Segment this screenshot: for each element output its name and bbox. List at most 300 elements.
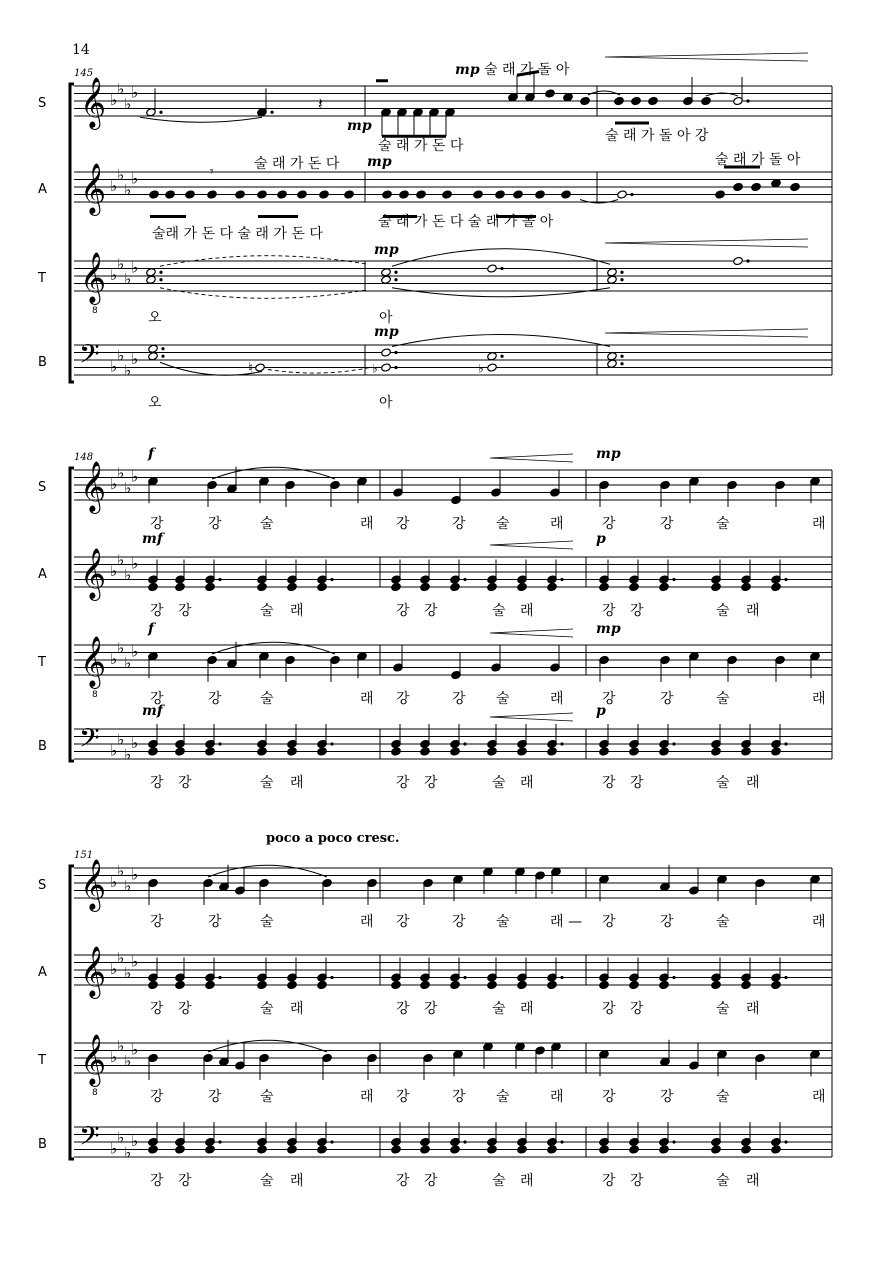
lyric-syllable: 강 bbox=[630, 1173, 644, 1189]
notehead bbox=[287, 1145, 298, 1154]
lyric-syllable: 강 bbox=[602, 691, 616, 707]
notehead bbox=[175, 582, 186, 591]
flat-sign: ♭ bbox=[131, 467, 139, 486]
flat-sign: ♭ bbox=[110, 562, 118, 580]
lyric-syllable: 강 bbox=[150, 775, 164, 791]
augmentation-dot bbox=[330, 1140, 333, 1143]
lyric-syllable: 강 bbox=[396, 603, 410, 619]
notehead bbox=[495, 190, 506, 199]
augmentation-dot bbox=[463, 742, 466, 745]
notehead bbox=[733, 182, 744, 191]
augmentation-dot bbox=[784, 578, 787, 581]
augmentation-dot bbox=[463, 976, 466, 979]
tie-slur bbox=[588, 91, 620, 95]
augmentation-dot bbox=[784, 976, 787, 979]
lyric-line: 아 bbox=[379, 310, 393, 326]
flat-sign: ♭ bbox=[131, 734, 139, 752]
notehead bbox=[487, 1145, 498, 1154]
lyric-syllable: 술 bbox=[260, 914, 274, 930]
notehead bbox=[420, 1145, 431, 1154]
lyric-line: 술 래 가 돌 아 bbox=[715, 152, 801, 168]
augmentation-dot bbox=[394, 366, 397, 369]
lyric-syllable: 강 bbox=[150, 516, 164, 532]
voice-label: T bbox=[38, 1053, 46, 1068]
dynamic-marking: mp bbox=[596, 446, 621, 462]
measure-number: 151 bbox=[74, 850, 94, 861]
lyric-syllable: 강 bbox=[660, 914, 674, 930]
lyric-syllable: 강 bbox=[396, 914, 410, 930]
treble-clef: 𝄞 bbox=[80, 163, 107, 214]
lyric-syllable: 술 bbox=[260, 1173, 274, 1189]
dynamic-marking: mp bbox=[596, 621, 621, 637]
lyric-syllable: 술 bbox=[260, 516, 274, 532]
flat-sign: ♭ bbox=[124, 361, 132, 380]
lyric-syllable: 래 bbox=[746, 1173, 760, 1189]
quarter-rest: 𝄽 bbox=[318, 93, 323, 113]
lyric-line: 술래 가 돈 다 술 래 가 돈 다 bbox=[152, 226, 323, 242]
crescendo-hairpin bbox=[605, 239, 808, 247]
notehead bbox=[257, 980, 268, 989]
system-bracket bbox=[70, 84, 74, 382]
lyric-syllable: 강 bbox=[150, 691, 164, 707]
lyric-syllable: 강 bbox=[208, 691, 222, 707]
system-1-content bbox=[37, 53, 832, 411]
flat-sign: ♭ bbox=[124, 1051, 132, 1070]
notehead bbox=[607, 275, 618, 284]
notehead bbox=[701, 96, 712, 105]
lyric-syllable: 래 bbox=[290, 1173, 304, 1189]
flat-sign: ♭ bbox=[124, 180, 132, 199]
notehead bbox=[391, 582, 402, 591]
flat-sign: ♭ bbox=[117, 254, 125, 273]
notehead bbox=[185, 190, 196, 199]
augmentation-dot bbox=[746, 99, 749, 102]
lyric-syllable: 강 bbox=[178, 1001, 192, 1017]
flat-sign: ♭ bbox=[131, 83, 139, 102]
augmentation-dot bbox=[218, 578, 221, 581]
notehead bbox=[741, 1145, 752, 1154]
flat-sign: ♭ bbox=[117, 948, 125, 967]
treble-clef: 𝄞 bbox=[80, 1034, 107, 1085]
notehead bbox=[733, 256, 744, 265]
lyric-syllable: 술 bbox=[260, 775, 274, 791]
lyric-syllable: 래 bbox=[746, 1001, 760, 1017]
notehead bbox=[648, 96, 659, 105]
notehead bbox=[711, 582, 722, 591]
tie-slur bbox=[140, 117, 262, 122]
system-3-content bbox=[37, 831, 832, 1189]
flat-sign: ♭ bbox=[110, 1139, 118, 1158]
lyric-syllable: 술 bbox=[716, 1173, 730, 1189]
notehead bbox=[790, 182, 801, 191]
augmentation-dot bbox=[784, 742, 787, 745]
flat-sign: ♭ bbox=[124, 653, 132, 672]
notehead bbox=[391, 1145, 402, 1154]
notehead bbox=[629, 1145, 640, 1154]
flat-sign: ♭ bbox=[131, 1132, 139, 1150]
notehead bbox=[487, 747, 498, 756]
lyric-syllable: 강 bbox=[630, 603, 644, 619]
augmentation-dot bbox=[620, 278, 623, 281]
augmentation-dot bbox=[500, 267, 503, 270]
voice-label: A bbox=[38, 567, 47, 582]
staff-tenor bbox=[37, 252, 832, 316]
lyric-syllable: 래 bbox=[812, 914, 826, 930]
notehead bbox=[420, 747, 431, 756]
flat-sign: ♭ bbox=[117, 165, 125, 184]
eighth-rest: 𝄾 bbox=[210, 164, 214, 180]
flat-sign: ♭ bbox=[117, 346, 125, 365]
expression-text: poco a poco cresc. bbox=[266, 831, 400, 846]
treble-clef: 𝄞 bbox=[80, 548, 107, 599]
notehead bbox=[535, 190, 546, 199]
lyric-syllable: 래 bbox=[550, 516, 564, 532]
notehead bbox=[450, 1145, 461, 1154]
voice-label: T bbox=[38, 655, 46, 670]
voice-label: S bbox=[38, 878, 47, 893]
lyric-syllable: 술 bbox=[496, 691, 510, 707]
dynamic-marking: f bbox=[148, 621, 155, 637]
notehead bbox=[563, 93, 574, 102]
voice-label-s: S bbox=[38, 96, 47, 111]
lyric-line: 술 래 가 돈 다 술 래 가 돌 아 bbox=[378, 214, 554, 230]
lyric-syllable: 술 bbox=[492, 775, 506, 791]
flat-sign: ♭ bbox=[124, 94, 132, 113]
lyric-syllable: 래 bbox=[520, 775, 534, 791]
notehead bbox=[382, 190, 393, 199]
treble-clef: 𝄞 bbox=[80, 461, 107, 512]
augmentation-dot bbox=[394, 278, 397, 281]
notehead bbox=[297, 190, 308, 199]
slur bbox=[160, 362, 262, 375]
slur bbox=[392, 288, 610, 297]
lyric-syllable: 강 bbox=[602, 1089, 616, 1105]
dynamic-marking: mp bbox=[374, 242, 399, 258]
augmentation-dot bbox=[672, 976, 675, 979]
staff-bass bbox=[38, 338, 832, 379]
notehead bbox=[146, 268, 157, 277]
flat-sign: ♭ bbox=[131, 642, 139, 661]
notehead bbox=[629, 582, 640, 591]
lyric-syllable: 래 bbox=[520, 603, 534, 619]
octave-mark: 8 bbox=[92, 1088, 98, 1098]
lyric-syllable: 래 bbox=[290, 603, 304, 619]
notehead bbox=[771, 582, 782, 591]
flat-sign: ♭ bbox=[117, 79, 125, 98]
notehead bbox=[450, 582, 461, 591]
flat-sign: ♭ bbox=[131, 258, 139, 277]
lyric-syllable: 래 bbox=[290, 1001, 304, 1017]
notehead bbox=[473, 190, 484, 199]
notehead bbox=[599, 747, 610, 756]
octave-mark: 8 bbox=[92, 690, 98, 700]
lyric-syllable: 강 bbox=[630, 775, 644, 791]
notehead bbox=[287, 747, 298, 756]
tie-slur bbox=[580, 200, 618, 204]
notehead bbox=[487, 264, 498, 273]
notehead bbox=[391, 980, 402, 989]
lyric-line: 술 래 가 돌 아 강 bbox=[605, 128, 709, 144]
notehead bbox=[607, 359, 618, 368]
dynamic-marking: mf bbox=[142, 703, 163, 719]
flat-sign: ♭ bbox=[110, 741, 118, 760]
flat-sign: ♭ bbox=[131, 1040, 139, 1059]
lyric-syllable: 래 bbox=[550, 691, 564, 707]
voice-label: A bbox=[38, 182, 47, 197]
notehead bbox=[450, 747, 461, 756]
augmentation-dot bbox=[672, 742, 675, 745]
flat-sign: ♭ bbox=[110, 357, 118, 376]
measure-number-145: 145 bbox=[74, 68, 94, 79]
notehead bbox=[148, 352, 159, 361]
flat-sign: ♭ bbox=[110, 650, 118, 668]
lyric-syllable: 래 bbox=[812, 516, 826, 532]
notehead bbox=[148, 747, 159, 756]
flat-sign: ♭ bbox=[117, 1036, 125, 1055]
notehead bbox=[547, 1145, 558, 1154]
notehead bbox=[487, 352, 498, 361]
voice-label: B bbox=[38, 355, 47, 370]
lyric-syllable: 술 bbox=[716, 1001, 730, 1017]
lyric-syllable: 강 bbox=[424, 603, 438, 619]
notehead bbox=[317, 582, 328, 591]
augmentation-dot bbox=[672, 1140, 675, 1143]
flat-sign: ♭ bbox=[124, 876, 132, 895]
staff-alto bbox=[38, 163, 832, 216]
lyric-line: 술 래 가 돈 다 bbox=[254, 156, 340, 172]
crescendo-hairpin bbox=[490, 541, 573, 549]
notehead bbox=[175, 980, 186, 989]
lyric-syllable: 술 bbox=[716, 914, 730, 930]
augmentation-dot bbox=[784, 1140, 787, 1143]
lyric-syllable: 강 bbox=[660, 1089, 674, 1105]
flat-sign: ♭ bbox=[131, 865, 139, 884]
lyric-syllable: 래 bbox=[812, 1089, 826, 1105]
notehead bbox=[381, 363, 392, 372]
dynamic-marking: p bbox=[596, 531, 606, 547]
flat-sign: ♭ bbox=[124, 745, 132, 764]
notehead bbox=[614, 96, 625, 105]
notehead bbox=[659, 980, 670, 989]
lyric-syllable: 강 bbox=[150, 1001, 164, 1017]
augmentation-dot bbox=[330, 578, 333, 581]
notehead bbox=[487, 980, 498, 989]
lyric-syllable: 래 bbox=[520, 1001, 534, 1017]
lyric-syllable: 래 — bbox=[550, 914, 582, 930]
octave-mark: 8 bbox=[92, 306, 98, 316]
lyric-syllable: 강 bbox=[396, 1001, 410, 1017]
dynamic-marking: mf bbox=[142, 531, 163, 547]
lyric-line: 오 bbox=[148, 310, 162, 326]
dynamic-marking: mp bbox=[455, 62, 480, 78]
augmentation-dot bbox=[159, 111, 162, 114]
notehead bbox=[580, 96, 591, 105]
notehead bbox=[599, 980, 610, 989]
lyric-syllable: 래 bbox=[290, 775, 304, 791]
augmentation-dot bbox=[560, 742, 563, 745]
bass-clef: 𝄢 bbox=[79, 338, 100, 376]
lyric-syllable: 술 bbox=[716, 1089, 730, 1105]
crescendo-hairpin bbox=[490, 454, 573, 462]
flat-sign: ♭ bbox=[131, 554, 139, 573]
lyric-syllable: 술 bbox=[496, 1089, 510, 1105]
lyric-syllable: 강 bbox=[424, 1001, 438, 1017]
notehead bbox=[771, 747, 782, 756]
lyric-syllable: 강 bbox=[452, 914, 466, 930]
lyric-syllable: 강 bbox=[150, 914, 164, 930]
dynamic-marking: mp bbox=[374, 324, 399, 340]
lyric-syllable: 래 bbox=[746, 603, 760, 619]
notehead bbox=[450, 980, 461, 989]
lyric-syllable: 술 bbox=[716, 603, 730, 619]
notehead bbox=[715, 190, 726, 199]
lyric-syllable: 술 bbox=[716, 691, 730, 707]
lyric-syllable: 래 bbox=[746, 775, 760, 791]
lyric-syllable: 강 bbox=[630, 1001, 644, 1017]
lyric-syllable: 래 bbox=[360, 691, 374, 707]
notehead bbox=[741, 582, 752, 591]
notehead bbox=[148, 582, 159, 591]
lyric-syllable: 강 bbox=[660, 691, 674, 707]
notehead bbox=[711, 747, 722, 756]
notehead bbox=[659, 1145, 670, 1154]
lyric-syllable: 래 bbox=[812, 691, 826, 707]
notehead bbox=[513, 190, 524, 199]
staff-soprano bbox=[38, 96, 46, 111]
lyric-syllable: 강 bbox=[602, 914, 616, 930]
flat-sign: ♭ bbox=[124, 963, 132, 982]
notehead bbox=[381, 268, 392, 277]
dynamic-marking: mp bbox=[347, 118, 372, 134]
lyric-syllable: 술 bbox=[492, 1001, 506, 1017]
natural-sign: ♮ bbox=[248, 360, 254, 377]
flat-sign: ♭ bbox=[124, 565, 132, 584]
dashed-slur bbox=[160, 288, 368, 299]
notehead bbox=[741, 980, 752, 989]
lyric-syllable: 강 bbox=[452, 516, 466, 532]
lyric-syllable: 술 bbox=[260, 1089, 274, 1105]
lyric-syllable: 술 bbox=[260, 1001, 274, 1017]
lyric-syllable: 강 bbox=[424, 1173, 438, 1189]
notehead bbox=[631, 96, 642, 105]
notehead bbox=[545, 89, 556, 98]
measure-number: 148 bbox=[74, 452, 94, 463]
lyric-syllable: 강 bbox=[208, 914, 222, 930]
flat-sign: ♭ bbox=[110, 266, 118, 284]
notehead bbox=[442, 190, 453, 199]
notehead bbox=[561, 190, 572, 199]
augmentation-dot bbox=[218, 742, 221, 745]
notehead bbox=[771, 179, 782, 188]
lyric-syllable: 래 bbox=[550, 1089, 564, 1105]
lyric-syllable: 강 bbox=[452, 1089, 466, 1105]
augmentation-dot bbox=[218, 1140, 221, 1143]
lyric-syllable: 강 bbox=[178, 775, 192, 791]
notehead bbox=[517, 980, 528, 989]
notehead bbox=[607, 352, 618, 361]
lyric-syllable: 강 bbox=[178, 1173, 192, 1189]
notehead bbox=[381, 275, 392, 284]
augmentation-dot bbox=[500, 355, 503, 358]
crescendo-hairpin bbox=[605, 329, 808, 337]
flat-sign: ♭ bbox=[117, 463, 125, 482]
dashed-slur bbox=[268, 368, 370, 374]
notehead bbox=[659, 582, 670, 591]
notehead bbox=[205, 582, 216, 591]
notehead bbox=[771, 1145, 782, 1154]
crescendo-hairpin bbox=[605, 53, 808, 61]
notehead bbox=[257, 582, 268, 591]
flat-sign: ♭ bbox=[110, 475, 118, 493]
treble-clef: 𝄞 bbox=[80, 946, 107, 997]
slur bbox=[392, 249, 610, 267]
augmentation-dot bbox=[746, 259, 749, 262]
flat-sign: ♭ bbox=[117, 550, 125, 569]
notehead bbox=[416, 190, 427, 199]
notehead bbox=[547, 747, 558, 756]
lyric-syllable: 술 bbox=[716, 775, 730, 791]
flat-sign: ♭ bbox=[117, 638, 125, 657]
notehead bbox=[517, 747, 528, 756]
notehead bbox=[207, 190, 218, 199]
notehead bbox=[741, 747, 752, 756]
notehead bbox=[175, 1145, 186, 1154]
notehead bbox=[487, 582, 498, 591]
system-bracket bbox=[70, 866, 74, 1159]
lyric-syllable: 강 bbox=[150, 1173, 164, 1189]
treble-clef: 𝄞 bbox=[80, 77, 107, 128]
augmentation-dot bbox=[218, 976, 221, 979]
notehead bbox=[257, 1145, 268, 1154]
voice-label: A bbox=[38, 965, 47, 980]
notehead bbox=[381, 348, 392, 357]
notehead bbox=[165, 190, 176, 199]
augmentation-dot bbox=[394, 351, 397, 354]
system-2-content bbox=[37, 446, 832, 791]
lyric-syllable: 강 bbox=[602, 1173, 616, 1189]
lyric-syllable: 강 bbox=[208, 516, 222, 532]
lyric-syllable: 래 bbox=[360, 914, 374, 930]
notehead bbox=[149, 190, 160, 199]
notehead bbox=[205, 1145, 216, 1154]
lyric-line: 아 bbox=[379, 395, 393, 411]
bass-clef: 𝄢 bbox=[79, 722, 100, 760]
bass-clef: 𝄢 bbox=[79, 1120, 100, 1158]
lyric-syllable: 술 bbox=[496, 516, 510, 532]
flat-sign: ♭ bbox=[124, 1143, 132, 1162]
flat-sign: ♭ bbox=[478, 361, 484, 376]
augmentation-dot bbox=[159, 271, 162, 274]
system-bracket bbox=[70, 468, 74, 761]
lyric-syllable: 래 bbox=[360, 516, 374, 532]
flat-sign: ♭ bbox=[110, 960, 118, 978]
voice-label: T bbox=[38, 271, 46, 286]
treble-clef: 𝄞 bbox=[80, 859, 107, 910]
notehead bbox=[629, 980, 640, 989]
notehead bbox=[257, 747, 268, 756]
flat-sign: ♭ bbox=[131, 169, 139, 188]
lyric-syllable: 강 bbox=[150, 603, 164, 619]
treble-clef: 𝄞 bbox=[80, 252, 107, 303]
notehead bbox=[547, 582, 558, 591]
notehead bbox=[629, 747, 640, 756]
flat-sign: ♭ bbox=[124, 269, 132, 288]
notehead bbox=[711, 1145, 722, 1154]
augmentation-dot bbox=[560, 976, 563, 979]
lyric-syllable: 강 bbox=[178, 603, 192, 619]
notehead bbox=[517, 1145, 528, 1154]
flat-sign: ♭ bbox=[131, 952, 139, 971]
